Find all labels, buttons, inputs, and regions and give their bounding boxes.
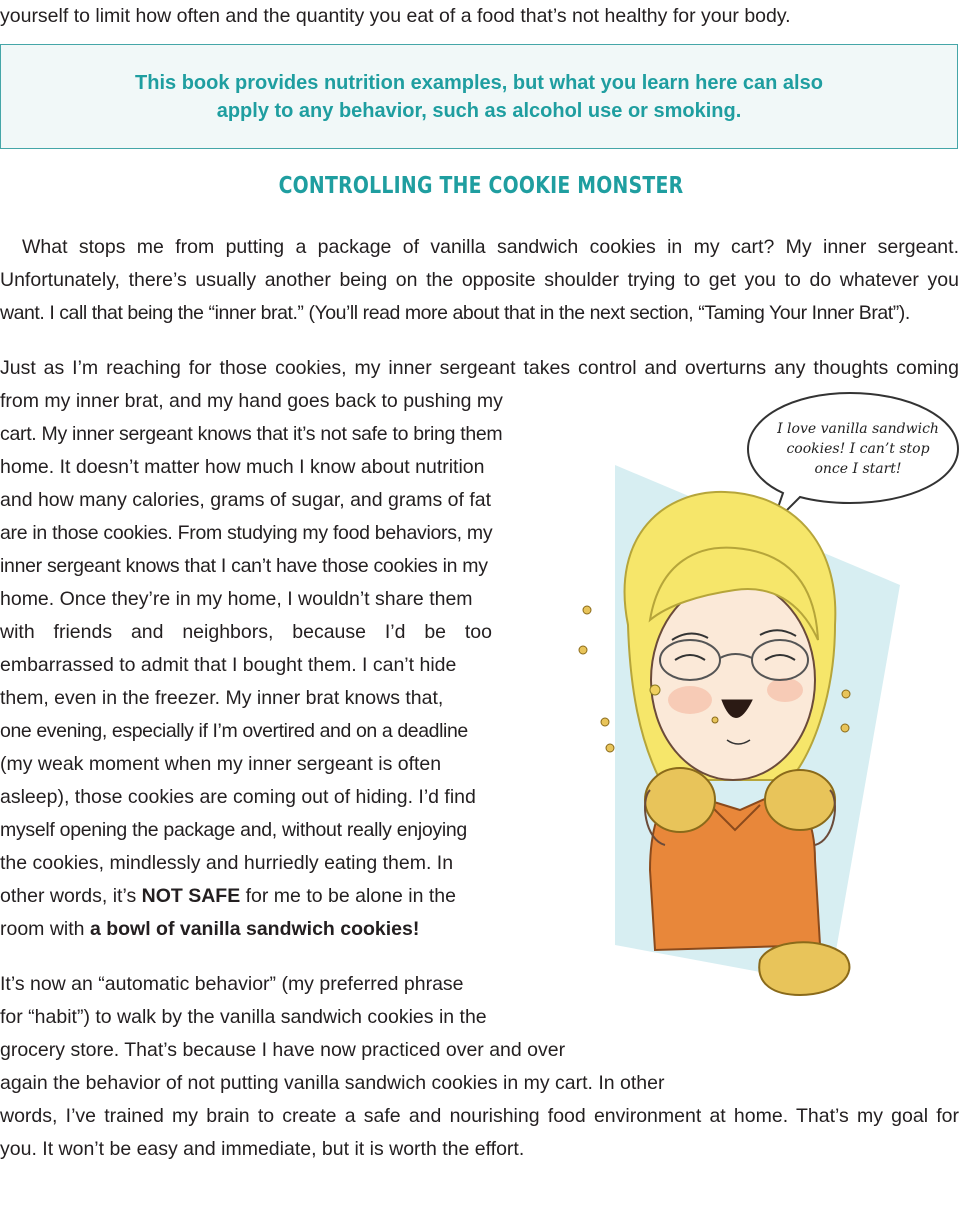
callout-line-2: apply to any behavior, such as alcohol use or smoking. bbox=[216, 100, 742, 122]
top-line: yourself to limit how often and the quantity you eat of a food that’s not healthy for your body. bbox=[0, 5, 791, 27]
para3-line-3: grocery store. That’s because I have now practiced over and over bbox=[0, 1039, 566, 1061]
para2-line-12: one evening, especially if I’m overtired and on a deadline bbox=[0, 720, 468, 742]
para3-line-5: words, I’ve trained my brain to create a safe and nourishing food environment at home. That’s my goal for bbox=[0, 1105, 959, 1127]
cookie-left bbox=[645, 768, 715, 832]
para2-line-1: Just as I’m reaching for those cookies, my inner sergeant takes control and overturns any thoughts coming bbox=[0, 357, 959, 379]
para2-line-14: asleep), those cookies are coming out of hiding. I’d find bbox=[0, 786, 476, 808]
para2-line-6: are in those cookies. From studying my food behaviors, my bbox=[0, 522, 493, 544]
cookie-bowl-emphasis: a bowl of vanilla sandwich cookies! bbox=[89, 918, 420, 940]
para2-line-8: home. Once they’re in my home, I wouldn’t share them bbox=[0, 588, 473, 610]
para1-line-1: What stops me from putting a package of vanilla sandwich cookies in my cart? My inner sergeant. bbox=[22, 236, 959, 258]
para3-line-1: It’s now an “automatic behavior” (my preferred phrase bbox=[0, 973, 464, 995]
para2-line-16: the cookies, mindlessly and hurriedly eating them. In bbox=[0, 852, 454, 874]
callout-line-1: This book provides nutrition examples, but what you learn here can also bbox=[135, 72, 823, 94]
para2-line-3: cart. My inner sergeant knows that it’s not safe to bring them bbox=[0, 423, 503, 445]
para2-line-18: room with a bowl of vanilla sandwich cookies! bbox=[0, 918, 420, 940]
cookie-floor bbox=[759, 942, 849, 995]
para2-line-10: embarrassed to admit that I bought them. I can’t hide bbox=[0, 654, 457, 676]
para2-line-5: and how many calories, grams of sugar, and grams of fat bbox=[0, 489, 491, 511]
para2-line-2: from my inner brat, and my hand goes back to pushing my bbox=[0, 390, 503, 412]
para2-line-7: inner sergeant knows that I can’t have those cookies in my bbox=[0, 555, 488, 577]
callout-box bbox=[0, 44, 958, 149]
para2-line-17: other words, it’s NOT SAFE for me to be alone in the bbox=[0, 885, 456, 907]
para1-line-2: Unfortunately, there’s usually another being on the opposite shoulder trying to get you to do whatever you bbox=[0, 269, 959, 291]
para1-line-3: want. I call that being the “inner brat.” (You’ll read more about that in the next section, “Taming Your Inner Brat”). bbox=[0, 302, 910, 324]
para3-line-4: again the behavior of not putting vanilla sandwich cookies in my cart. In other bbox=[0, 1072, 665, 1094]
section-heading: CONTROLLING THE COOKIE MONSTER bbox=[278, 173, 684, 199]
not-safe-emphasis: NOT SAFE bbox=[141, 885, 241, 907]
para2-line-15: myself opening the package and, without really enjoying bbox=[0, 819, 467, 841]
para2-line-13: (my weak moment when my inner sergeant is often bbox=[0, 753, 442, 775]
para2-line-9: with friends and neighbors, because I’d be too bbox=[0, 621, 492, 643]
cookie-monster-illustration bbox=[560, 390, 962, 1000]
para3-line-6: you. It won’t be easy and immediate, but it is worth the effort. bbox=[0, 1138, 525, 1160]
para3-line-2: for “habit”) to walk by the vanilla sandwich cookies in the bbox=[0, 1006, 487, 1028]
para2-line-11: them, even in the freezer. My inner brat knows that, bbox=[0, 687, 444, 709]
speech-bubble-text: I love vanilla sandwich cookies! I can’t stop once I start! bbox=[777, 421, 939, 477]
cookie-right bbox=[765, 770, 835, 830]
para2-line-4: home. It doesn’t matter how much I know about nutrition bbox=[0, 456, 485, 478]
